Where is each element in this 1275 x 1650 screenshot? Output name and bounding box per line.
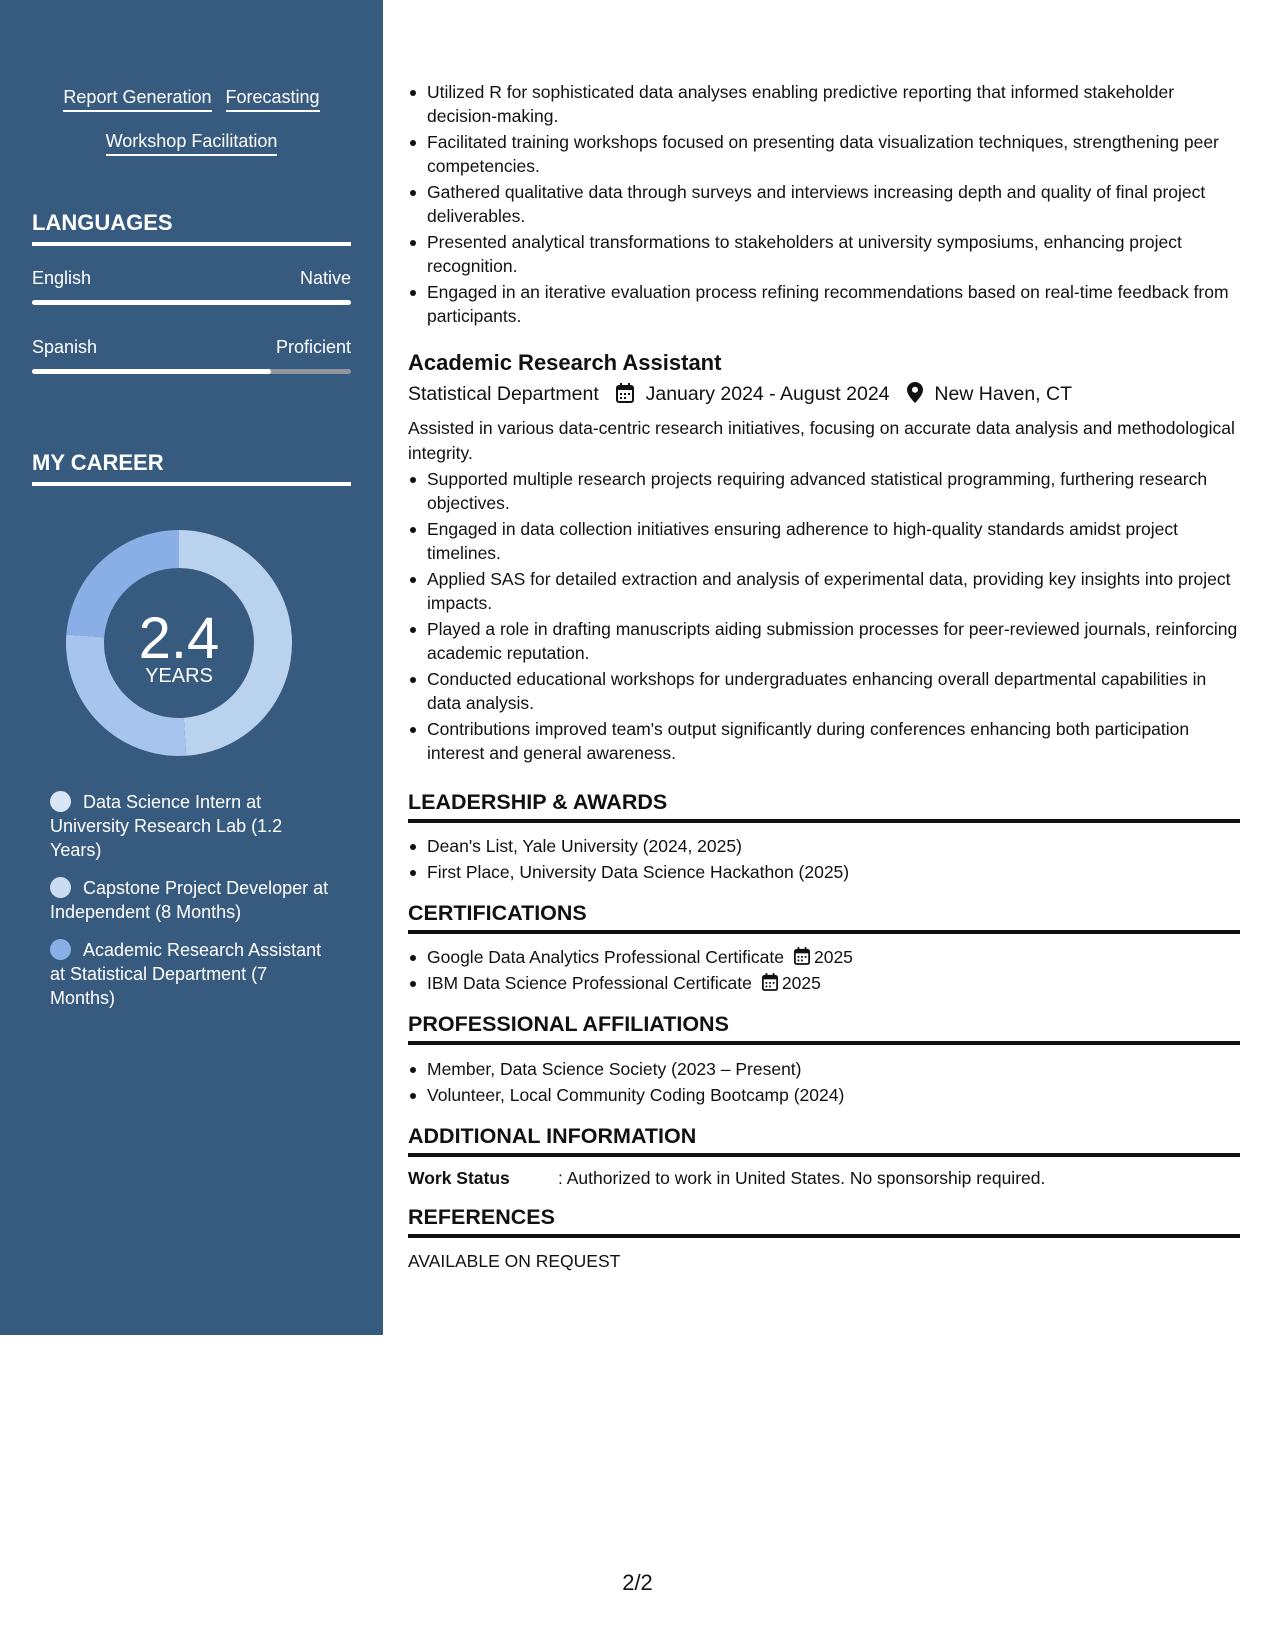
list-item — [408, 945, 1240, 969]
list-item: Played a role in drafting manuscripts aiding submission processes for peer-reviewed journals, reinforcing academic reputation. — [408, 617, 1240, 665]
job-meta — [408, 382, 1072, 406]
job-description: Assisted in various data-centric research initiatives, focusing on accurate data analysis and methodological integrity. — [408, 418, 1235, 463]
language-level: Proficient — [275, 337, 351, 357]
career-legend-item — [50, 876, 330, 924]
certifications-list — [408, 945, 1240, 997]
list-item: Utilized R for sophisticated data analyses enabling predictive reporting that informed stakeholder decision-making. — [408, 80, 1240, 128]
certification-name: IBM Data Science Professional Certificate — [427, 973, 752, 993]
skills-list — [32, 86, 351, 174]
career-heading: MY CAREER — [32, 450, 351, 486]
job-title: Academic Research Assistant — [408, 350, 722, 375]
references-heading: REFERENCES — [408, 1205, 1240, 1238]
work-status-label: Work Status — [408, 1168, 510, 1188]
list-item: Presented analytical transformations to stakeholders at university symposiums, enhancing project recognition. — [408, 230, 1240, 278]
career-legend-label: Capstone Project Developer at Independent (8 Months) — [50, 878, 329, 922]
career-legend-label: Academic Research Assistant at Statistical Department (7 Months) — [50, 940, 322, 1008]
affiliations-heading: PROFESSIONAL AFFILIATIONS — [408, 1012, 1240, 1045]
location-pin-icon — [907, 382, 923, 403]
calendar-icon — [762, 973, 778, 991]
career-total-unit: YEARS — [145, 665, 213, 687]
list-item: Conducted educational workshops for undergraduates enhancing overall departmental capabilities in data analysis. — [408, 667, 1240, 715]
career-total-value: 2.4 — [138, 606, 220, 671]
skill-tag: Forecasting — [226, 86, 320, 112]
list-item: Facilitated training workshops focused on presenting data visualization techniques, strengthening peer competencies. — [408, 130, 1240, 178]
language-bar — [32, 300, 351, 305]
affiliations-list — [408, 1057, 1240, 1109]
career-legend-label: Data Science Intern at University Research Lab (1.2 Years) — [50, 792, 283, 860]
list-item: Member, Data Science Society (2023 – Present) — [408, 1057, 1240, 1081]
certification-name: Google Data Analytics Professional Certificate — [427, 947, 784, 967]
career-legend-item — [50, 790, 330, 862]
languages-heading: LANGUAGES — [32, 210, 351, 246]
additional-info-heading: ADDITIONAL INFORMATION — [408, 1124, 1240, 1157]
job-dates: January 2024 - August 2024 — [645, 383, 890, 405]
skill-tag: Workshop Facilitation — [106, 130, 278, 156]
language-level: Native — [299, 268, 351, 288]
calendar-icon — [616, 383, 634, 403]
list-item: Supported multiple research projects requiring advanced statistical programming, furthering research objectives. — [408, 467, 1240, 515]
certifications-heading: CERTIFICATIONS — [408, 901, 1240, 934]
language-name: Spanish — [32, 337, 98, 357]
calendar-icon — [794, 947, 810, 965]
language-row — [32, 337, 351, 377]
list-item: Volunteer, Local Community Coding Bootcamp (2024) — [408, 1083, 1240, 1107]
work-status-value: : Authorized to work in United States. No sponsorship required. — [558, 1168, 1046, 1188]
language-bar-fill — [32, 300, 351, 305]
list-item: Dean's List, Yale University (2024, 2025) — [408, 834, 1240, 858]
certification-year: 2025 — [781, 973, 821, 993]
list-item: Gathered qualitative data through surveys and interviews increasing depth and quality of final project deliverables. — [408, 180, 1240, 228]
list-item: Applied SAS for detailed extraction and analysis of experimental data, providing key insights into project impacts. — [408, 567, 1240, 615]
legend-dot — [50, 939, 71, 960]
career-legend-item — [50, 938, 330, 1010]
previous-job-bullets — [408, 80, 1240, 330]
list-item: Engaged in an iterative evaluation process refining recommendations based on real-time feedback from participants. — [408, 280, 1240, 328]
language-row — [32, 268, 351, 308]
job-bullets — [408, 467, 1240, 767]
references-text: AVAILABLE ON REQUEST — [408, 1251, 621, 1271]
legend-dot — [50, 791, 71, 812]
sidebar — [0, 0, 383, 1335]
job-location: New Haven, CT — [934, 383, 1072, 405]
list-item: Contributions improved team's output significantly during conferences enhancing both participation interest and general awareness. — [408, 717, 1240, 765]
career-donut-chart — [66, 530, 292, 756]
list-item: First Place, University Data Science Hackathon (2025) — [408, 860, 1240, 884]
page-number: 2/2 — [622, 1570, 653, 1595]
work-status-row — [408, 1168, 1045, 1189]
career-legend — [50, 790, 330, 1024]
language-bar — [32, 369, 351, 374]
certification-year: 2025 — [813, 947, 853, 967]
legend-dot — [50, 877, 71, 898]
leadership-list — [408, 834, 1240, 886]
list-item: Engaged in data collection initiatives ensuring adherence to high-quality standards amidst project timelines. — [408, 517, 1240, 565]
job-organization: Statistical Department — [408, 383, 599, 405]
list-item — [408, 971, 1240, 995]
language-name: English — [32, 268, 92, 288]
leadership-heading: LEADERSHIP & AWARDS — [408, 790, 1240, 823]
skill-tag: Report Generation — [63, 86, 211, 112]
language-bar-fill — [32, 369, 271, 374]
